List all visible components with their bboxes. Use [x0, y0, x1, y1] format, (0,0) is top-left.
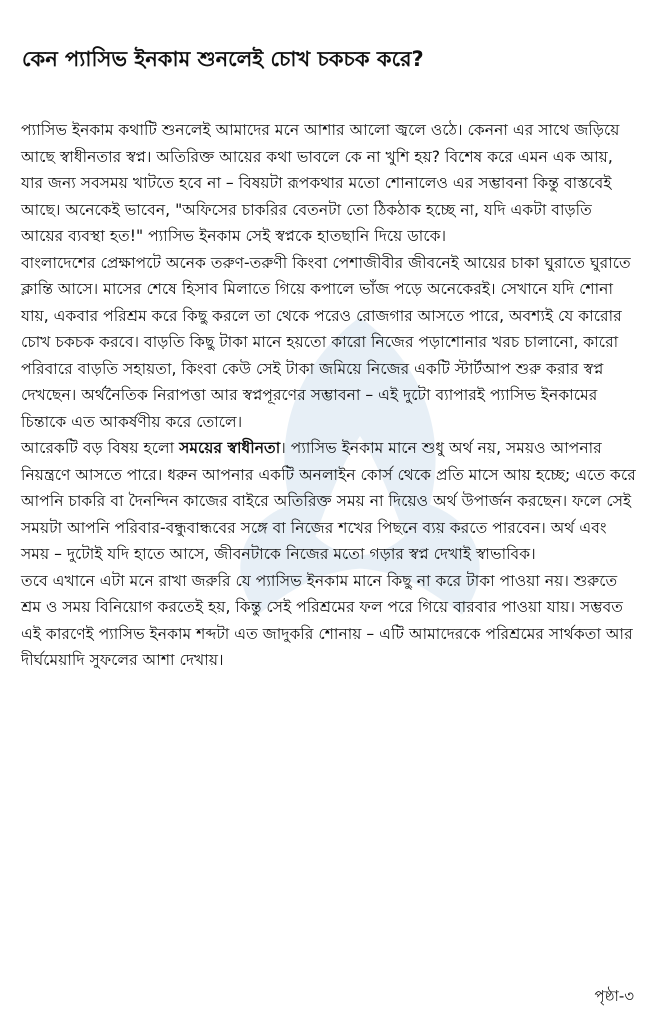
- paragraph-4: তবে এখানে এটা মনে রাখা জরুরি যে প্যাসিভ ইনকাম মানে কিছু না করে টাকা পাওয়া নয়। শুরুতে শ্রম ও সময় বিনিয়োগ করতেই হয়, কিন্তু সেই পরিশ্রমের ফল পরে গিয়ে বারবার পাওয়া যায়। সম্ভবত এই কারণেই প্যাসিভ ইনকাম শব্দটা এত জাদুকরি শোনায় – এটি আমাদেরকে পরিশ্রমের সার্থকতা আর দীর্ঘমেয়াদি সুফলের আশা দেখায়।: [21, 571, 633, 669]
- paragraph-2: বাংলাদেশের প্রেক্ষাপটে অনেক তরুণ-তরুণী কিংবা পেশাজীবীর জীবনেই আয়ের চাকা ঘুরাতে ঘুরাতে ক্লান্তি আসে। মাসের শেষে হিসাব মিলাতে গিয়ে কপালে ভাঁজ পড়ে অনেকেরই। সেখানে যদি শোনা যায়, একবার পরিশ্রম করে কিছু করলে তা থেকে পরেও রোজগার আসতে পারে, অবশ্যই যে কারোর চোখ চকচক করবে। বাড়তি কিছু টাকা মানে হয়তো কারো নিজের পড়াশোনার খরচ চালানো, কারো পরিবারে বাড়তি সহায়তা, কিংবা কেউ সেই টাকা জমিয়ে নিজের একটি স্টার্টআপ শুরু করার স্বপ্ন দেখছেন। অর্থনৈতিক নিরাপত্তা আর স্বপ্নপূরণের সম্ভাবনা – এই দুটো ব্যাপারই প্যাসিভ ইনকামের চিন্তাকে এত আকর্ষণীয় করে তোলে।: [21, 253, 631, 431]
- page-title: কেন প্যাসিভ ইনকাম শুনলেই চোখ চকচক করে?: [22, 47, 424, 71]
- page-number: পৃষ্ঠা-৩: [594, 987, 634, 1005]
- paragraph-3-emphasis: সময়ের স্বাধীনতা: [179, 439, 281, 457]
- paragraph-1: প্যাসিভ ইনকাম কথাটি শুনলেই আমাদের মনে আশার আলো জ্বলে ওঠে। কেননা এর সাথে জড়িয়ে আছে স্বাধীনতার স্বপ্ন। অতিরিক্ত আয়ের কথা ভাবলে কে না খুশি হয়? বিশেষ করে এমন এক আয়, যার জন্য সবসময় খাটতে হবে না – বিষয়টা রূপকথার মতো শোনালেও এর সম্ভাবনা কিন্তু বাস্তবেই আছে। অনেকেই ভাবেন, "অফিসের চাকরির বেতনটা তো ঠিকঠাক হচ্ছে না, যদি একটা বাড়তি আয়ের ব্যবস্থা হত!" প্যাসিভ ইনকাম সেই স্বপ্নকে হাতছানি দিয়ে ডাকে।: [21, 121, 620, 245]
- paragraph-3: [21, 435, 637, 568]
- article-body: [21, 117, 637, 674]
- paragraph-3-end: । প্যাসিভ ইনকাম মানে শুধু অর্থ নয়, সময়ও আপনার নিয়ন্ত্রণে আসতে পারে। ধরুন আপনার একটি অনলাইন কোর্স থেকে প্রতি মাসে আয় হচ্ছে; এতে করে আপনি চাকরি বা দৈনন্দিন কাজের বাইরে অতিরিক্ত সময় না দিয়েও অর্থ উপার্জন করছেন। ফলে সেই সময়টা আপনি পরিবার-বন্ধুবান্ধবের সঙ্গে বা নিজের শখের পিছনে ব্যয় করতে পারবেন। অর্থ এবং সময় – দুটোই যদি হাতে আসে, জীবনটাকে নিজের মতো গড়ার স্বপ্ন দেখাই স্বাভাবিক।: [21, 439, 636, 563]
- paragraph-3-start: আরেকটি বড় বিষয় হলো: [21, 439, 180, 457]
